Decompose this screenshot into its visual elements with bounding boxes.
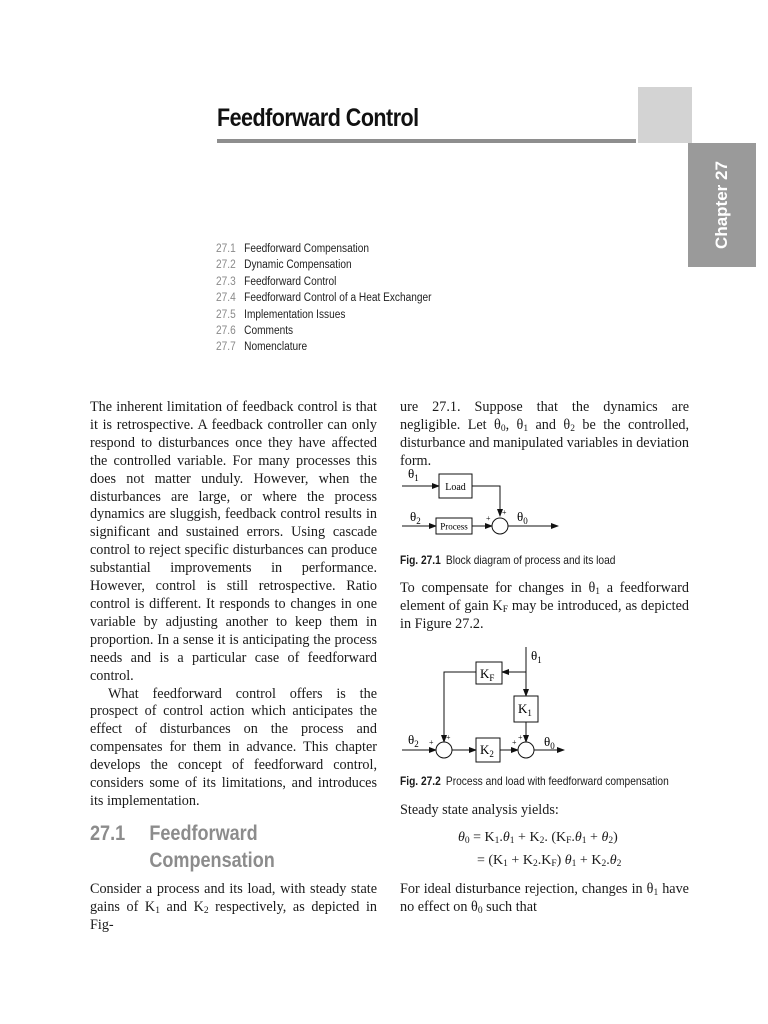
fig1-theta1: $\theta_1$ bbox=[408, 466, 419, 483]
chapter-tab bbox=[688, 143, 756, 267]
chapter-contents bbox=[216, 243, 461, 358]
final-paragraph: For ideal disturbance rejection, changes in $\theta_1$ have no effect on $\theta_0$ such that bbox=[400, 881, 689, 916]
fig1-plus-sign: + bbox=[486, 514, 491, 523]
intro-paragraph-2: What feedforward control offers is the prospect of control action which anticipates the effect of disturbances on the process and compensates for them in advance. This chapter develops the concept of feedforward control, considers some of its limitations, and introduces its implementation. bbox=[90, 685, 377, 809]
toc-item-title: Implementation Issues bbox=[244, 308, 346, 321]
toc-item-title: Comments bbox=[244, 324, 294, 337]
toc-item-number: 27.6 bbox=[216, 324, 236, 337]
figure-27-1-diagram bbox=[398, 462, 568, 547]
load-block-label: Load bbox=[445, 482, 466, 493]
right-paragraph-1: ure 27.1. Suppose that the dynamics are negligible. Let $\theta_0$, $\theta_1$ and $\theta_2$ be the controlled, disturbance and manipulated variables in deviation form. bbox=[400, 399, 690, 469]
left-column bbox=[90, 399, 377, 811]
k2-block-label: $K_2$ bbox=[480, 742, 494, 759]
summing-junction-2 bbox=[518, 742, 534, 758]
toc-item bbox=[216, 325, 431, 341]
fig1-theta2: $\theta_2$ bbox=[410, 509, 421, 526]
k1-block-label: $K_1$ bbox=[518, 701, 532, 718]
section-heading bbox=[90, 820, 275, 874]
steady-state-text: Steady state analysis yields: bbox=[400, 802, 559, 818]
toc-item-title: Feedforward Control of a Heat Exchanger bbox=[244, 292, 432, 305]
fig2-plus-sign: + bbox=[429, 738, 434, 747]
summing-junction-1 bbox=[436, 742, 452, 758]
intro-paragraph: The inherent limitation of feedback control is that it is retrospective. A feedback controller can only respond to disturbances once they have affected the controlled variable. For many processes this does not matter unduly. However, when the disturbances are large, or where the process dynamics are sluggish, feedback control results in significant and sustained errors. Using cascade control to reject specific disturbances can produce substantial improvements in performance. However, control is still retrospective. Ratio control is different. It responds to changes in one variable by adjusting another to keep them in proportion. In a sense it is anticipating the process needs and is a particular case of feedforward control. bbox=[90, 399, 377, 684]
toc-item-number: 27.1 bbox=[216, 243, 236, 255]
figure-27-1-caption: Fig. 27.1 Block diagram of process and its load bbox=[400, 553, 616, 567]
toc-item-title: Nomenclature bbox=[244, 341, 308, 354]
fig1-plus-sign: + bbox=[502, 508, 507, 517]
section-title-line-1: Feedforward bbox=[149, 822, 258, 845]
section-paragraph: Consider a process and its load, with steady state gains of $K_1$ and $K_2$ respectively, as depicted in Fig- bbox=[90, 881, 378, 933]
equation-1: $\theta_0 = K_1.\theta_1 + K_2$. $(K_F.\theta_1 + \theta_2)$ bbox=[458, 830, 618, 846]
corner-block bbox=[638, 87, 692, 143]
equation-2: = $(K_1 + K_2.K_F) \theta_1 + K_2.\theta_2$ bbox=[477, 853, 622, 869]
chapter-tab-label: Chapter 27 bbox=[712, 161, 731, 249]
fig2-theta2: $\theta_2$ bbox=[408, 732, 419, 749]
section-number: 27.1 bbox=[90, 822, 126, 845]
right-paragraph-2: To compensate for changes in $\theta_1$ a feedforward element of gain $K_F$ may be introduced, as depicted in Figure 27.2. bbox=[400, 580, 689, 632]
toc-item-title: Feedforward Compensation bbox=[244, 243, 370, 255]
toc-item-number: 27.4 bbox=[216, 292, 236, 305]
fig2-theta1: $\theta_1$ bbox=[531, 648, 542, 665]
toc-item bbox=[216, 309, 431, 325]
toc-item bbox=[216, 276, 431, 292]
toc-item bbox=[216, 243, 431, 259]
figure-27-2-caption: Fig. 27.2 Process and load with feedforward compensation bbox=[400, 774, 669, 788]
fig2-plus-sign: + bbox=[512, 738, 517, 747]
kf-block-label: $K_F$ bbox=[480, 666, 495, 683]
toc-item-number: 27.2 bbox=[216, 259, 236, 272]
title-rule bbox=[217, 139, 636, 143]
summing-junction bbox=[492, 518, 508, 534]
toc-item bbox=[216, 341, 431, 357]
chapter-title: Feedforward Control bbox=[217, 104, 419, 132]
toc-item-number: 27.5 bbox=[216, 308, 236, 321]
fig2-plus-sign: + bbox=[518, 733, 523, 742]
toc-item bbox=[216, 259, 431, 275]
toc-item-title: Dynamic Compensation bbox=[244, 259, 352, 272]
process-block-label: Process bbox=[440, 521, 468, 532]
fig2-theta0: $\theta_0$ bbox=[544, 734, 555, 751]
toc-item-number: 27.3 bbox=[216, 275, 236, 288]
toc-item bbox=[216, 292, 431, 308]
section-title-line-2: Compensation bbox=[149, 849, 275, 872]
fig1-theta0: $\theta_0$ bbox=[517, 509, 528, 526]
fig2-plus-sign: + bbox=[446, 733, 451, 742]
toc-item-title: Feedforward Control bbox=[244, 275, 337, 288]
toc-item-number: 27.7 bbox=[216, 341, 236, 354]
figure-27-2-diagram bbox=[398, 642, 568, 767]
